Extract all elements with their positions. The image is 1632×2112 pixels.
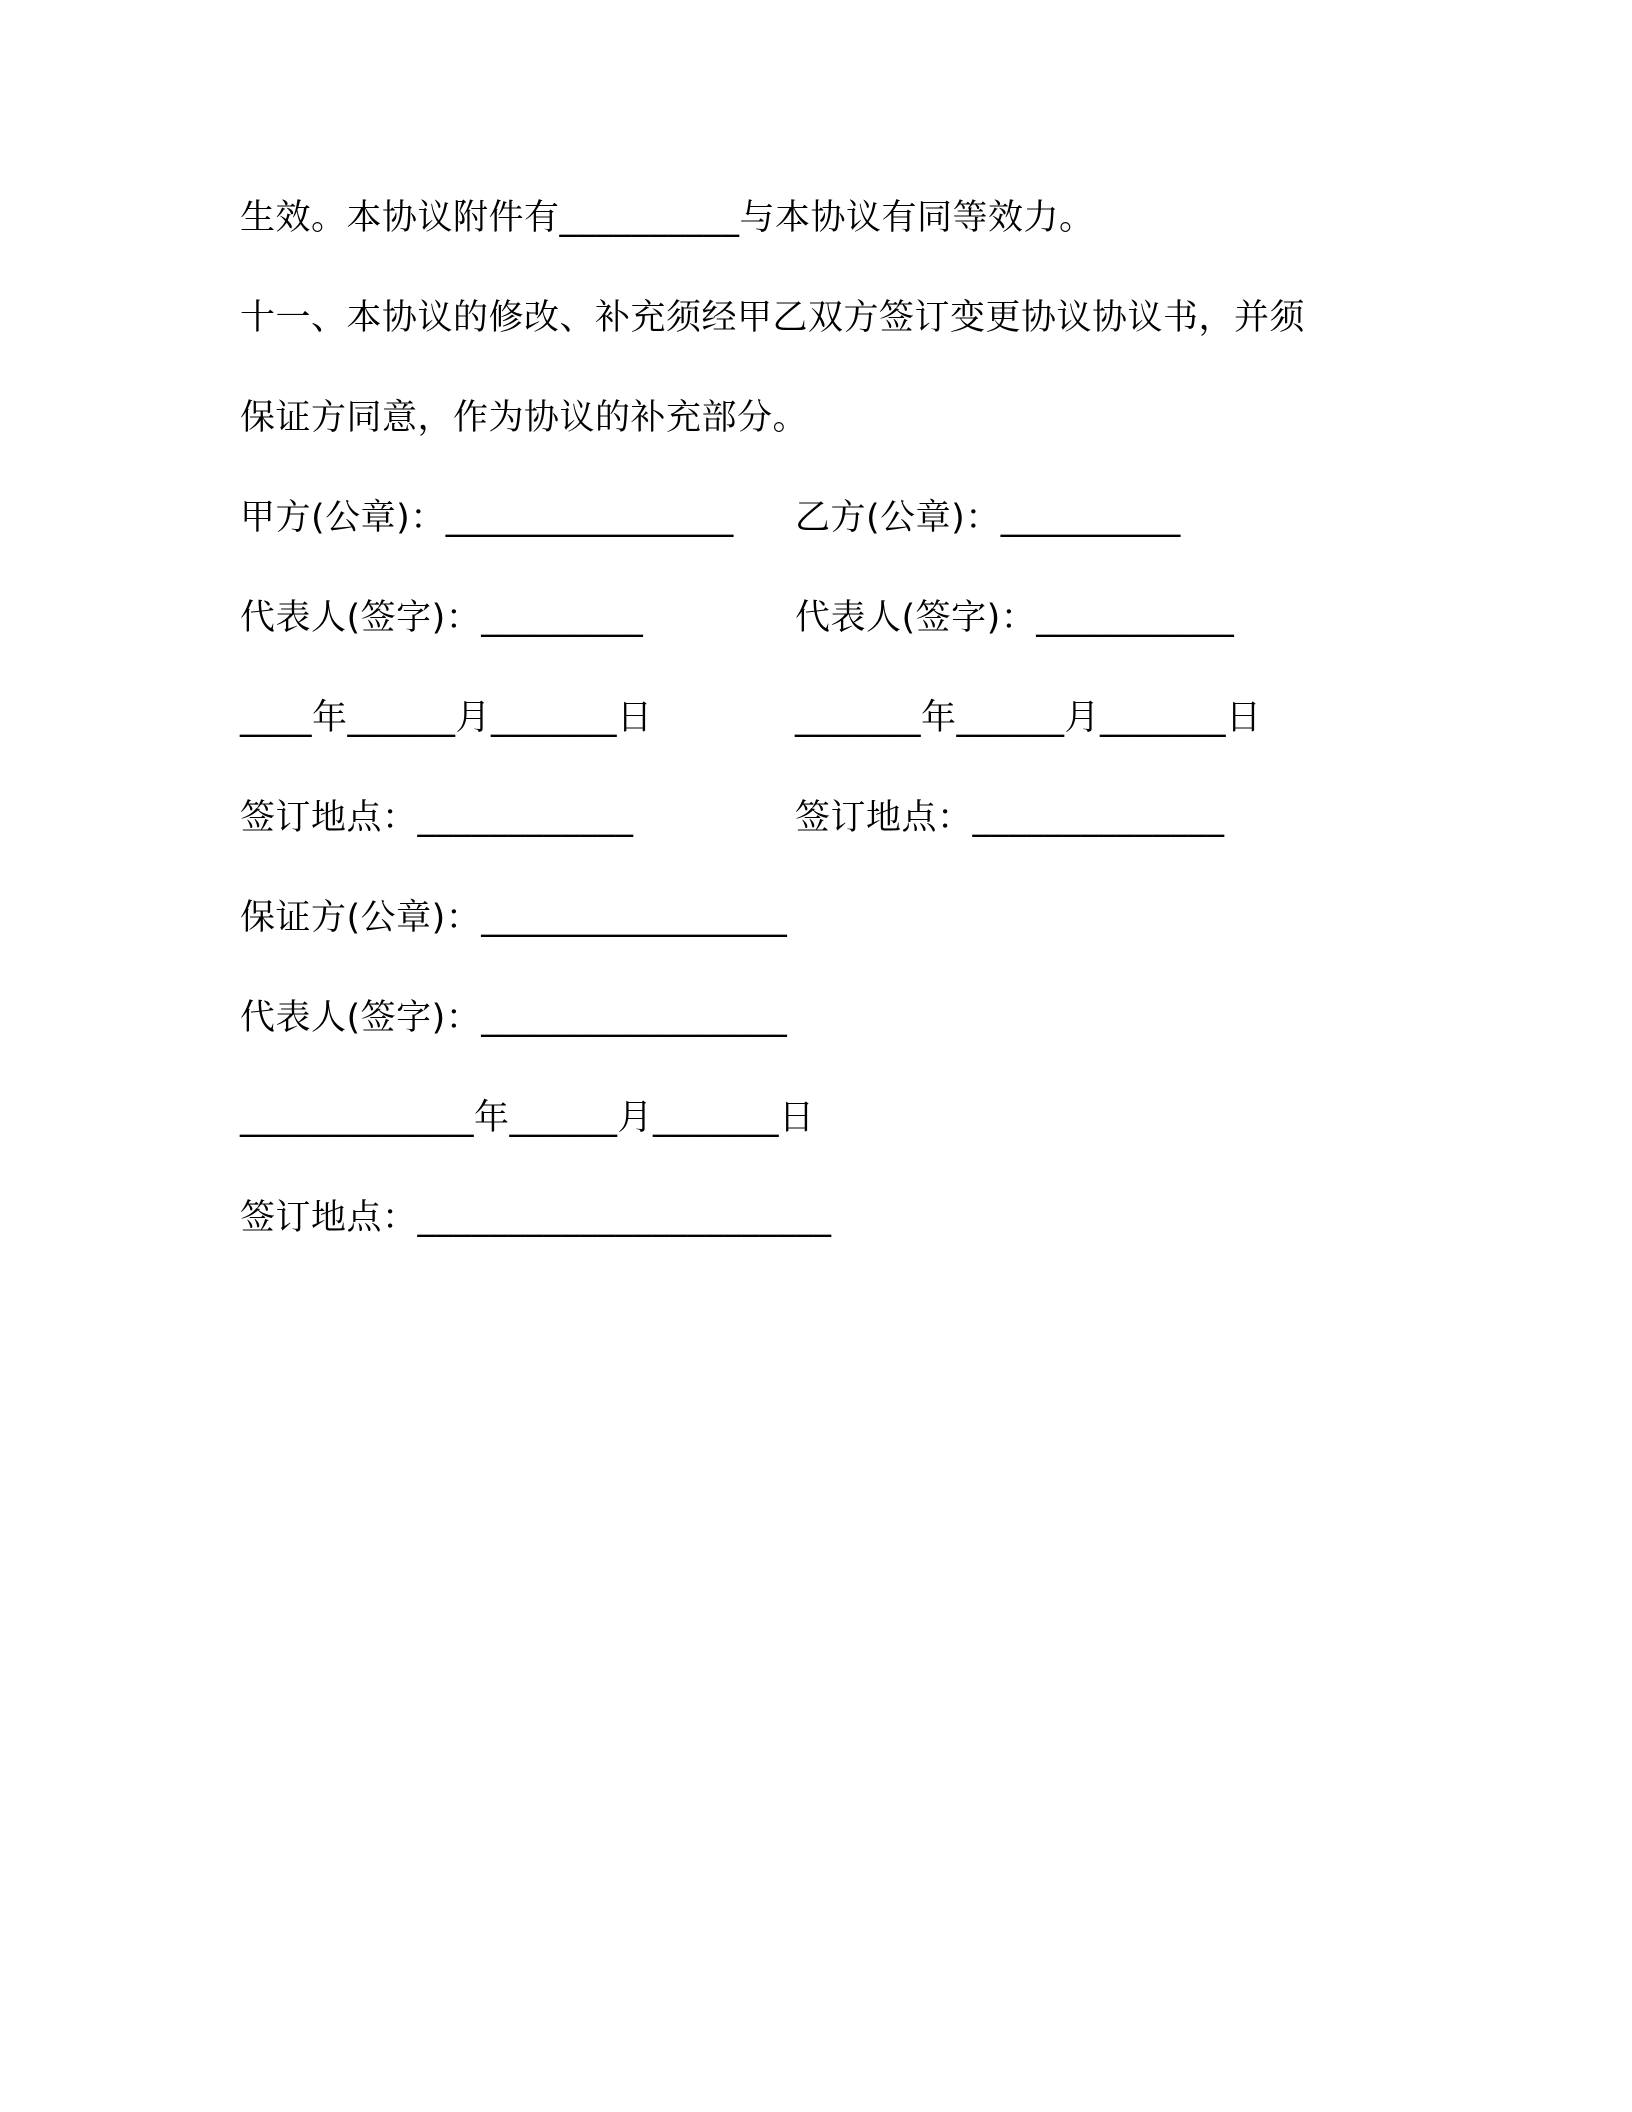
party-b-representative: 代表人(签字)：___________ — [795, 598, 1235, 638]
clause-eleven-line-2: 保证方同意，作为协议的补充部分。 — [240, 398, 809, 438]
party-a-representative: 代表人(签字)：_________ — [240, 598, 644, 638]
party-b-date: _______年______月_______日 — [795, 698, 1262, 738]
party-b-seal: 乙方(公章)：__________ — [795, 498, 1181, 538]
party-a-seal: 甲方(公章)：________________ — [240, 498, 734, 538]
party-a-date: ____年______月_______日 — [240, 698, 653, 738]
clause-eleven-line-1: 十一、本协议的修改、补充须经甲乙双方签订变更协议协议书，并须 — [240, 298, 1306, 338]
guarantor-place: 签订地点：_______________________ — [240, 1198, 832, 1238]
clause-ten-end: 生效。本协议附件有__________与本协议有同等效力。 — [240, 198, 1095, 238]
guarantor-representative: 代表人(签字)：_________________ — [240, 998, 788, 1038]
party-a-place: 签订地点：____________ — [240, 798, 634, 838]
guarantor-seal: 保证方(公章)：_________________ — [240, 898, 788, 938]
guarantor-date: _____________年______月_______日 — [240, 1098, 815, 1138]
party-b-place: 签订地点：______________ — [795, 798, 1225, 838]
